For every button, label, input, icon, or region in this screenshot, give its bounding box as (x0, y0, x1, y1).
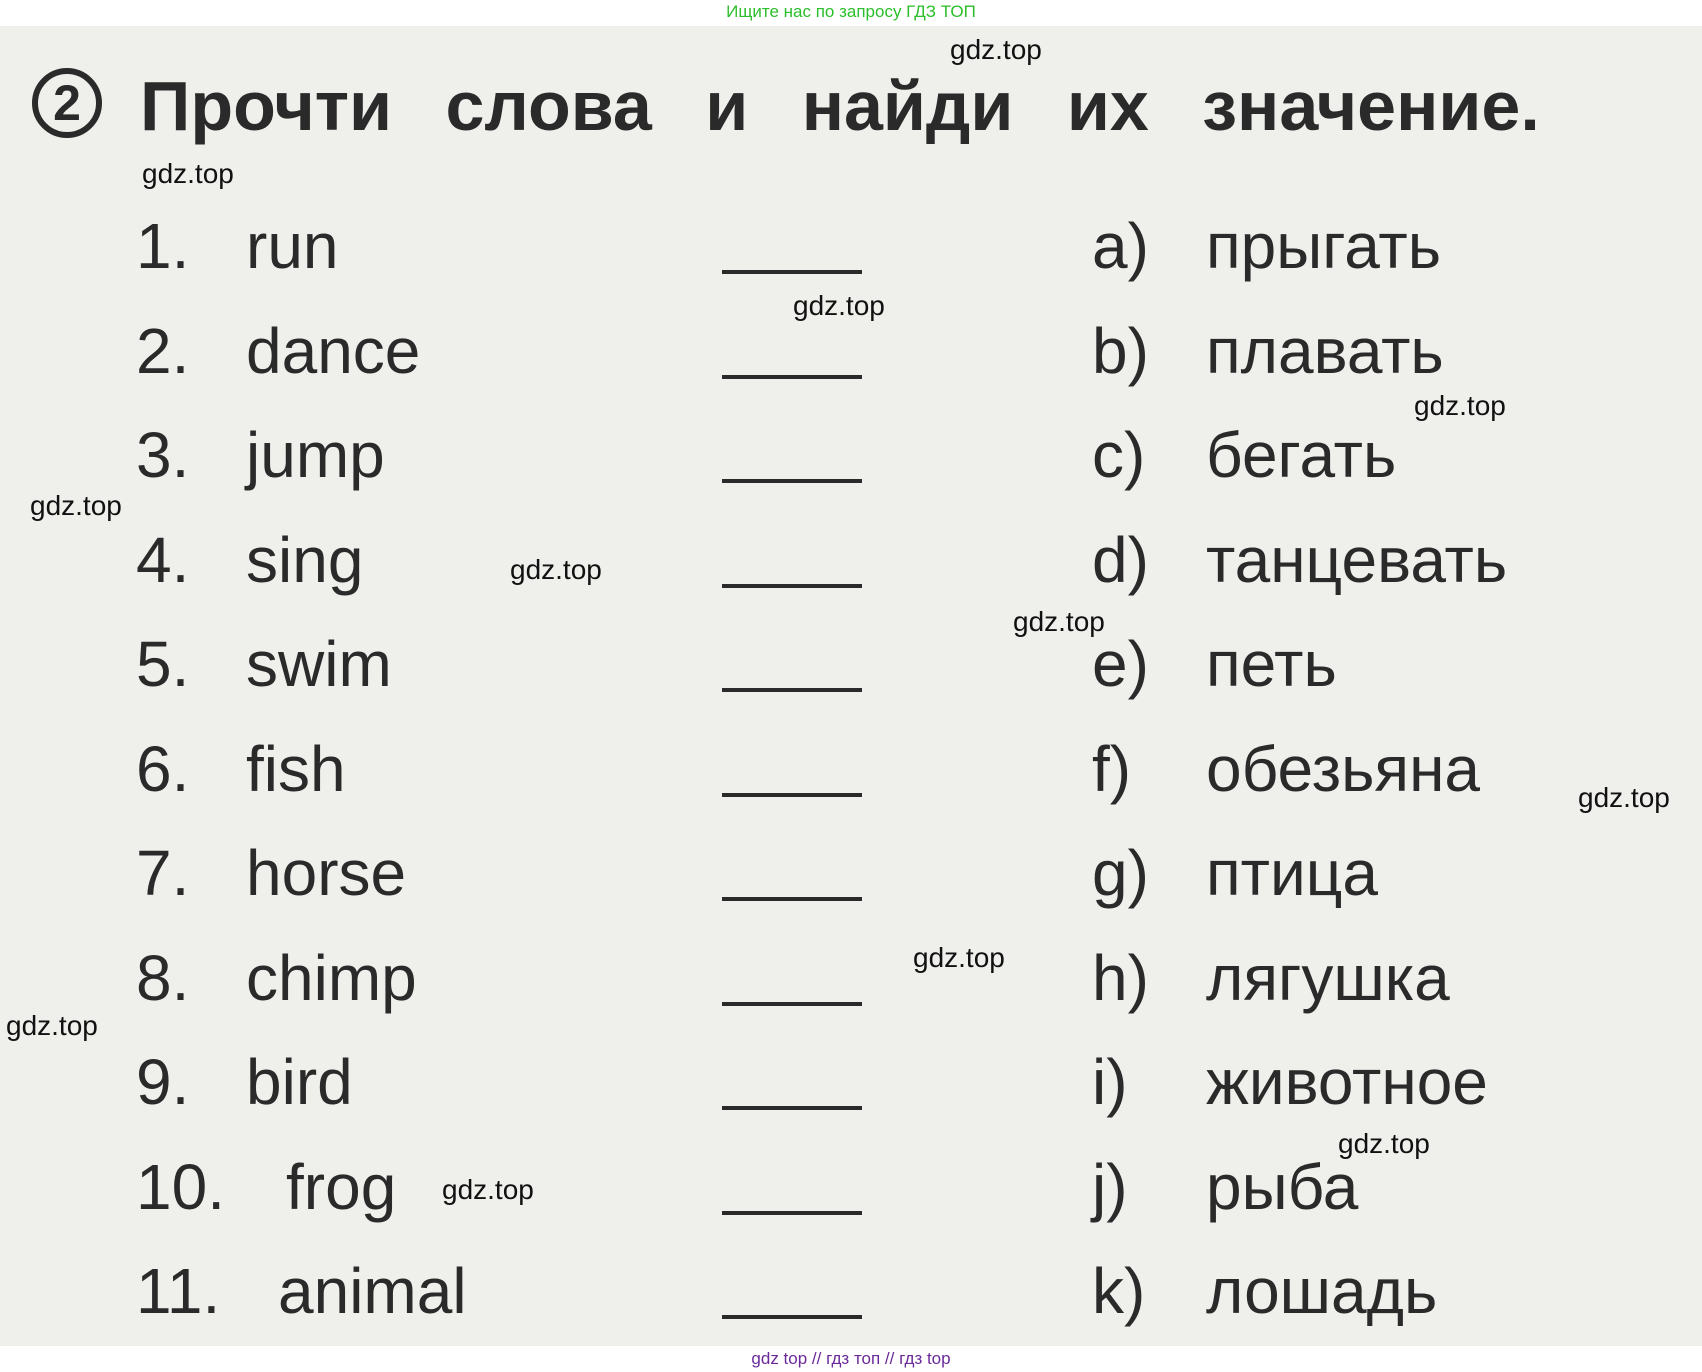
russian-meaning: птица (1206, 837, 1378, 909)
word-number: 8. (136, 942, 190, 1014)
word-number: 7. (136, 837, 190, 909)
meaning-letter: a) (1092, 210, 1149, 282)
russian-meaning: танцевать (1206, 524, 1508, 596)
watermark: gdz.top (913, 942, 1005, 973)
russian-meaning: петь (1206, 628, 1337, 700)
watermark: gdz.top (1338, 1128, 1430, 1159)
meaning-letter: d) (1092, 524, 1149, 596)
task-title: Прочти слова и найди их значение. (140, 67, 1540, 145)
english-word: frog (286, 1151, 397, 1223)
english-word: horse (246, 837, 407, 909)
english-word: fish (246, 733, 346, 805)
matching-row (0, 928, 1702, 1028)
matching-row (0, 1137, 1702, 1237)
russian-meaning: обезьяна (1206, 733, 1480, 805)
matching-row (0, 614, 1702, 714)
top-banner-link[interactable]: Ищите нас по запросу ГДЗ ТОП (726, 2, 976, 21)
russian-meaning: лошадь (1206, 1255, 1438, 1327)
word-number: 3. (136, 419, 190, 491)
word-number: 2. (136, 315, 190, 387)
russian-meaning: животное (1206, 1046, 1488, 1118)
meaning-letter: k) (1092, 1255, 1146, 1327)
matching-row (0, 510, 1702, 610)
watermark: gdz.top (6, 1010, 98, 1041)
english-word: bird (246, 1046, 353, 1118)
answer-blank[interactable] (722, 584, 862, 588)
answer-blank[interactable] (722, 1315, 862, 1319)
word-number: 5. (136, 628, 190, 700)
answer-blank[interactable] (722, 270, 862, 274)
meaning-letter: j) (1092, 1151, 1128, 1223)
watermark: gdz.top (1013, 606, 1105, 637)
answer-blank[interactable] (722, 1211, 862, 1215)
watermark: gdz.top (142, 158, 234, 189)
meaning-letter: g) (1092, 837, 1149, 909)
meaning-letter: b) (1092, 315, 1149, 387)
russian-meaning: плавать (1206, 315, 1444, 387)
meaning-letter: c) (1092, 419, 1146, 491)
english-word: jump (246, 419, 385, 491)
matching-row (0, 1032, 1702, 1132)
word-number: 9. (136, 1046, 190, 1118)
answer-blank[interactable] (722, 375, 862, 379)
english-word: sing (246, 524, 364, 596)
meaning-letter: i) (1092, 1046, 1128, 1118)
answer-blank[interactable] (722, 897, 862, 901)
watermark: gdz.top (442, 1174, 534, 1205)
word-number: 10. (136, 1151, 225, 1223)
russian-meaning: бегать (1206, 419, 1397, 491)
watermark: gdz.top (793, 290, 885, 321)
english-word: animal (278, 1255, 467, 1327)
matching-row (0, 196, 1702, 296)
russian-meaning: прыгать (1206, 210, 1442, 282)
answer-blank[interactable] (722, 1106, 862, 1110)
footer-links[interactable]: gdz top // гдз топ // гдз top (751, 1349, 951, 1368)
english-word: chimp (246, 942, 417, 1014)
word-number: 4. (136, 524, 190, 596)
meaning-letter: h) (1092, 942, 1149, 1014)
english-word: dance (246, 315, 421, 387)
word-number: 6. (136, 733, 190, 805)
english-word: swim (246, 628, 392, 700)
watermark: gdz.top (30, 490, 122, 521)
watermark: gdz.top (1578, 782, 1670, 813)
watermark: gdz.top (510, 554, 602, 585)
matching-row (0, 719, 1702, 819)
russian-meaning: рыба (1206, 1151, 1359, 1223)
task-number-badge: 2 (32, 68, 102, 138)
meaning-letter: f) (1092, 733, 1132, 805)
russian-meaning: лягушка (1206, 942, 1450, 1014)
answer-blank[interactable] (722, 1002, 862, 1006)
answer-blank[interactable] (722, 793, 862, 797)
english-word: run (246, 210, 339, 282)
matching-row (0, 823, 1702, 923)
meaning-letter: e) (1092, 628, 1149, 700)
word-number: 11. (136, 1255, 221, 1327)
answer-blank[interactable] (722, 688, 862, 692)
answer-blank[interactable] (722, 479, 862, 483)
word-number: 1. (136, 210, 190, 282)
watermark: gdz.top (1414, 390, 1506, 421)
watermark: gdz.top (950, 34, 1042, 65)
matching-row (0, 1241, 1702, 1341)
